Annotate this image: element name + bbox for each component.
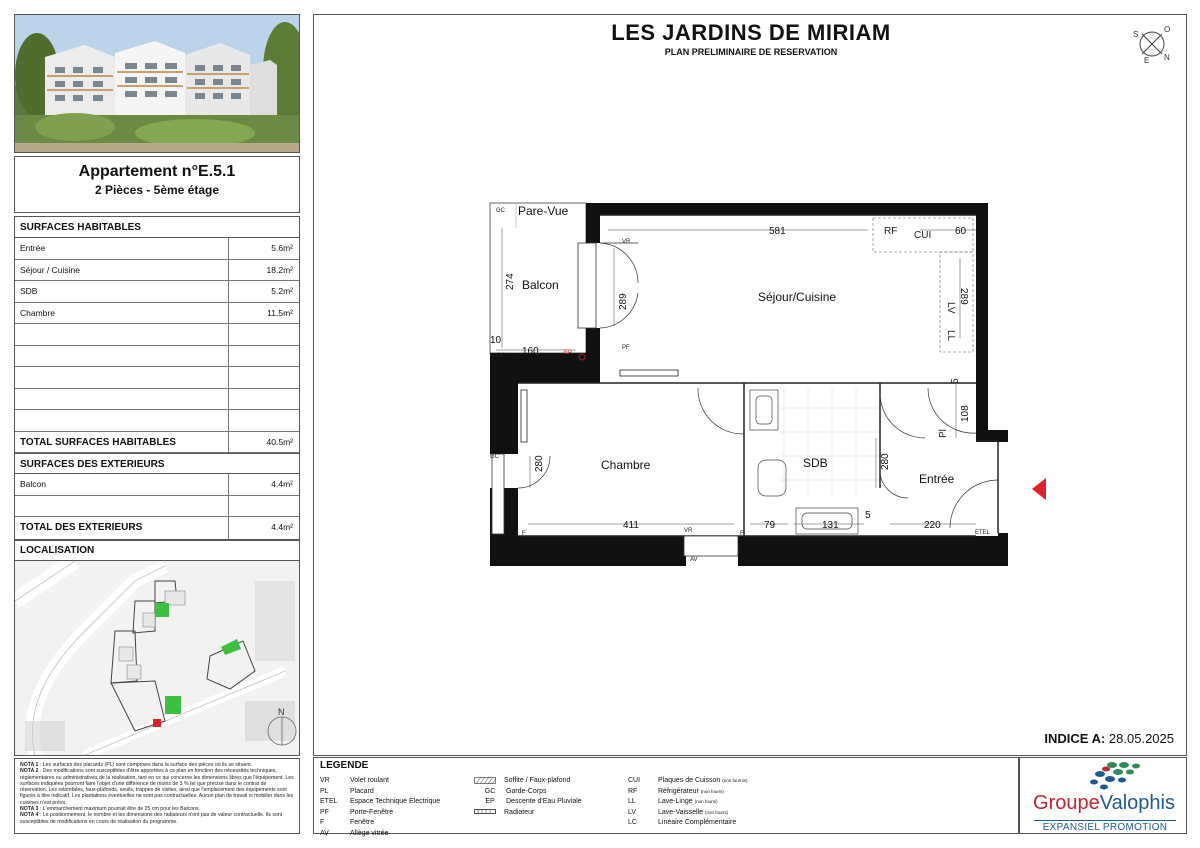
tag-gc-chambre: GC <box>490 454 499 460</box>
site-map <box>15 561 299 755</box>
note-2-label: NOTA 2 <box>20 768 39 775</box>
dim-108: 108 <box>960 405 971 422</box>
apartment-subtitle: 2 Pièces - 5ème étage <box>94 183 220 197</box>
compass-icon <box>1130 22 1174 66</box>
localisation-header: LOCALISATION <box>15 541 299 561</box>
hatch-icon <box>474 777 496 784</box>
compass-s: S <box>1133 30 1139 39</box>
empty-row <box>15 389 299 411</box>
legend-item: Radiateur <box>474 808 582 819</box>
empty-row <box>15 346 299 368</box>
building-rendering <box>14 14 300 153</box>
note-1-label: NOTA 1 <box>20 762 39 768</box>
tag-rf: RF <box>884 226 898 237</box>
project-subtitle: PLAN PRELIMINAIRE DE RESERVATION <box>664 47 838 57</box>
legend-item: GC Garde-Corps <box>484 787 547 795</box>
tag-cui: CUI <box>914 230 932 241</box>
tag-etel: ETEL <box>975 530 991 536</box>
dim-220: 220 <box>924 520 941 531</box>
logo-subtitle: EXPANSIEL PROMOTION <box>1034 820 1176 833</box>
total-habitables-row <box>15 432 299 454</box>
legend-item: LC Linéaire Complémentaire <box>628 819 737 826</box>
table-row <box>15 303 299 325</box>
total-habitables-value: 40.5m² <box>266 436 293 447</box>
exterior-label: Balcon <box>15 474 229 495</box>
empty-row <box>15 324 299 346</box>
legend-item: CUI Plaques de Cuisson (non fournis) <box>628 777 748 784</box>
surfaces-exterieurs-header: SURFACES DES EXTERIEURS <box>15 453 299 474</box>
dim-274: 274 <box>505 273 516 290</box>
dim-60: 60 <box>955 226 967 237</box>
apartment-header <box>14 156 300 213</box>
tag-gc-balcon-bottom: GC <box>496 353 505 359</box>
notes-block <box>14 758 300 834</box>
dim-280-right: 280 <box>880 453 891 470</box>
surfaces-habitables-header: SURFACES HABITABLES <box>15 217 299 238</box>
legend-item: F Fenêtre <box>320 819 375 826</box>
legend-item: LV Lave-Vaisselle (non fourni) <box>628 808 728 816</box>
valophis-logo <box>1019 757 1187 834</box>
radiator-icon <box>474 808 496 815</box>
legend-column-1 <box>320 776 440 839</box>
tag-f-chambre: F <box>522 531 526 537</box>
room-area: 18.2m² <box>266 264 293 275</box>
tag-vr-chambre: VR <box>684 528 693 534</box>
dim-581: 581 <box>769 226 786 237</box>
room-sdb-label: SDB <box>803 456 828 470</box>
tag-f-sdb: F <box>740 531 744 537</box>
legend-item: VR Volet roulant <box>320 777 389 784</box>
dim-131: 131 <box>822 520 839 531</box>
tag-pf: PF <box>622 345 630 351</box>
table-row <box>15 474 299 496</box>
revision-date: 28.05.2025 <box>1108 731 1174 746</box>
dim-5-lower: 5 <box>865 510 871 521</box>
legend-item: PF Porte-Fenêtre <box>320 808 394 816</box>
dim-411: 411 <box>623 520 639 531</box>
revision-index <box>1044 731 1174 746</box>
note-2-text: : Des modifications sont susceptibles d'être apportées à ce plan en fonction des nécessités techniques, réglementaires ou administratives de la réalisation, tant en ce qui concerne les dimensions libres que l'équipement. Les surfaces indiquées pourront faire l'objet d'une différence de moins de 3 % tel que précisé dans le contrat de réservation. Les retombées, faux-plafonds, seuils, trappes de visites, ainsi que l'emplacement des équipements sont figurés à titre indicatif. Les plantations éventuelles ne sont pas contractuelles. Aucun plan de travail ni mobilier dans les cuisines n'est prévu. <box>20 768 294 806</box>
empty-row <box>15 367 299 389</box>
note-3-text: : L'emmarchement maximum pourrait être de 25 cm pour les Balcons. <box>38 806 201 813</box>
table-row <box>15 260 299 282</box>
note-1-text: : Les surfaces des placards (PL) sont comprises dans la surface des pièces où ils se situent. <box>38 762 253 768</box>
logo-dots-icon <box>1082 760 1142 792</box>
legend-item: RF Réfrigérateur (non fourni) <box>628 787 724 795</box>
note-4-text: : Le positionnement, le nombre et les dimensions des radiateurs n'ont pas de valeur contractuelle. Ils sont susceptibles de modifications en cours de réalisation du programme. <box>20 812 283 825</box>
legend-column-3 <box>628 776 747 829</box>
total-exterieurs-row <box>15 517 299 539</box>
tag-lv: LV <box>945 302 956 314</box>
room-balcon-label: Balcon <box>522 278 559 292</box>
apartment-title: Appartement n°E.5.1 <box>78 163 236 180</box>
legend-column-2 <box>474 776 582 818</box>
tag-gc-balcon-top: GC <box>496 208 505 214</box>
legend-item: LL Lave-Linge (non fourni) <box>628 798 718 805</box>
surfaces-table <box>14 216 300 540</box>
compass-n: N <box>1164 53 1170 62</box>
floor-plan <box>488 198 1008 570</box>
legend-item: ETEL Espace Technique Electrique <box>320 798 441 805</box>
room-area: 5.2m² <box>271 286 293 296</box>
dim-10: 10 <box>490 335 502 346</box>
room-label: Entrée <box>15 238 229 259</box>
legend-item: Soffite / Faux-plafond <box>474 776 582 787</box>
total-exterieurs-value: 4.4m² <box>271 522 293 532</box>
legend-item: AV Allège vitrée <box>320 829 389 837</box>
tag-av: AV <box>690 557 698 563</box>
legend-item: PL Placard <box>320 787 374 795</box>
room-area: 11.5m² <box>267 307 293 318</box>
dim-79: 79 <box>764 520 776 531</box>
dim-280-left: 280 <box>534 455 545 472</box>
compass-e: E <box>1144 56 1150 65</box>
localisation-panel <box>14 540 300 756</box>
note-4-label: NOTA 4 <box>20 812 39 819</box>
room-entree-label: Entrée <box>919 472 955 486</box>
total-exterieurs-label: TOTAL DES EXTERIEURS <box>15 517 229 539</box>
dim-289-right: 289 <box>958 288 969 305</box>
revision-label: INDICE A: <box>1044 731 1106 746</box>
tag-ep: EP <box>564 350 573 356</box>
tag-vr-sejour: VR <box>622 239 631 245</box>
room-sejour-label: Séjour/Cuisine <box>758 290 837 304</box>
note-3-label: NOTA 3 <box>20 806 39 813</box>
table-row <box>15 281 299 303</box>
legend-item: EP Descente d'Eau Pluviale <box>485 798 582 805</box>
empty-row <box>15 410 299 432</box>
exterior-area: 4.4m² <box>271 479 293 489</box>
logo-wordmark: GroupeValophis <box>1033 792 1175 814</box>
table-row <box>15 238 299 260</box>
room-area: 5.6m² <box>271 243 293 253</box>
dim-289-left: 289 <box>618 293 629 310</box>
pare-vue-label: Pare-Vue <box>518 204 569 218</box>
map-north-label: N <box>278 707 285 717</box>
tag-ll: LL <box>945 330 956 342</box>
room-label: SDB <box>15 281 229 302</box>
dim-160: 160 <box>522 346 539 357</box>
room-label: Séjour / Cuisine <box>15 260 229 281</box>
room-label: Chambre <box>15 303 229 324</box>
legend-panel <box>313 757 1019 837</box>
compass-o: O <box>1164 25 1171 34</box>
tag-pl: Pl <box>938 429 949 438</box>
entrance-arrow-icon <box>1032 478 1046 500</box>
empty-row <box>15 496 299 518</box>
room-chambre-label: Chambre <box>601 458 651 472</box>
legend-title: LEGENDE <box>320 760 369 771</box>
dim-5-upper: 5 <box>950 378 961 384</box>
project-title: LES JARDINS DE MIRIAM <box>611 20 891 45</box>
total-habitables-label: TOTAL SURFACES HABITABLES <box>15 432 229 453</box>
